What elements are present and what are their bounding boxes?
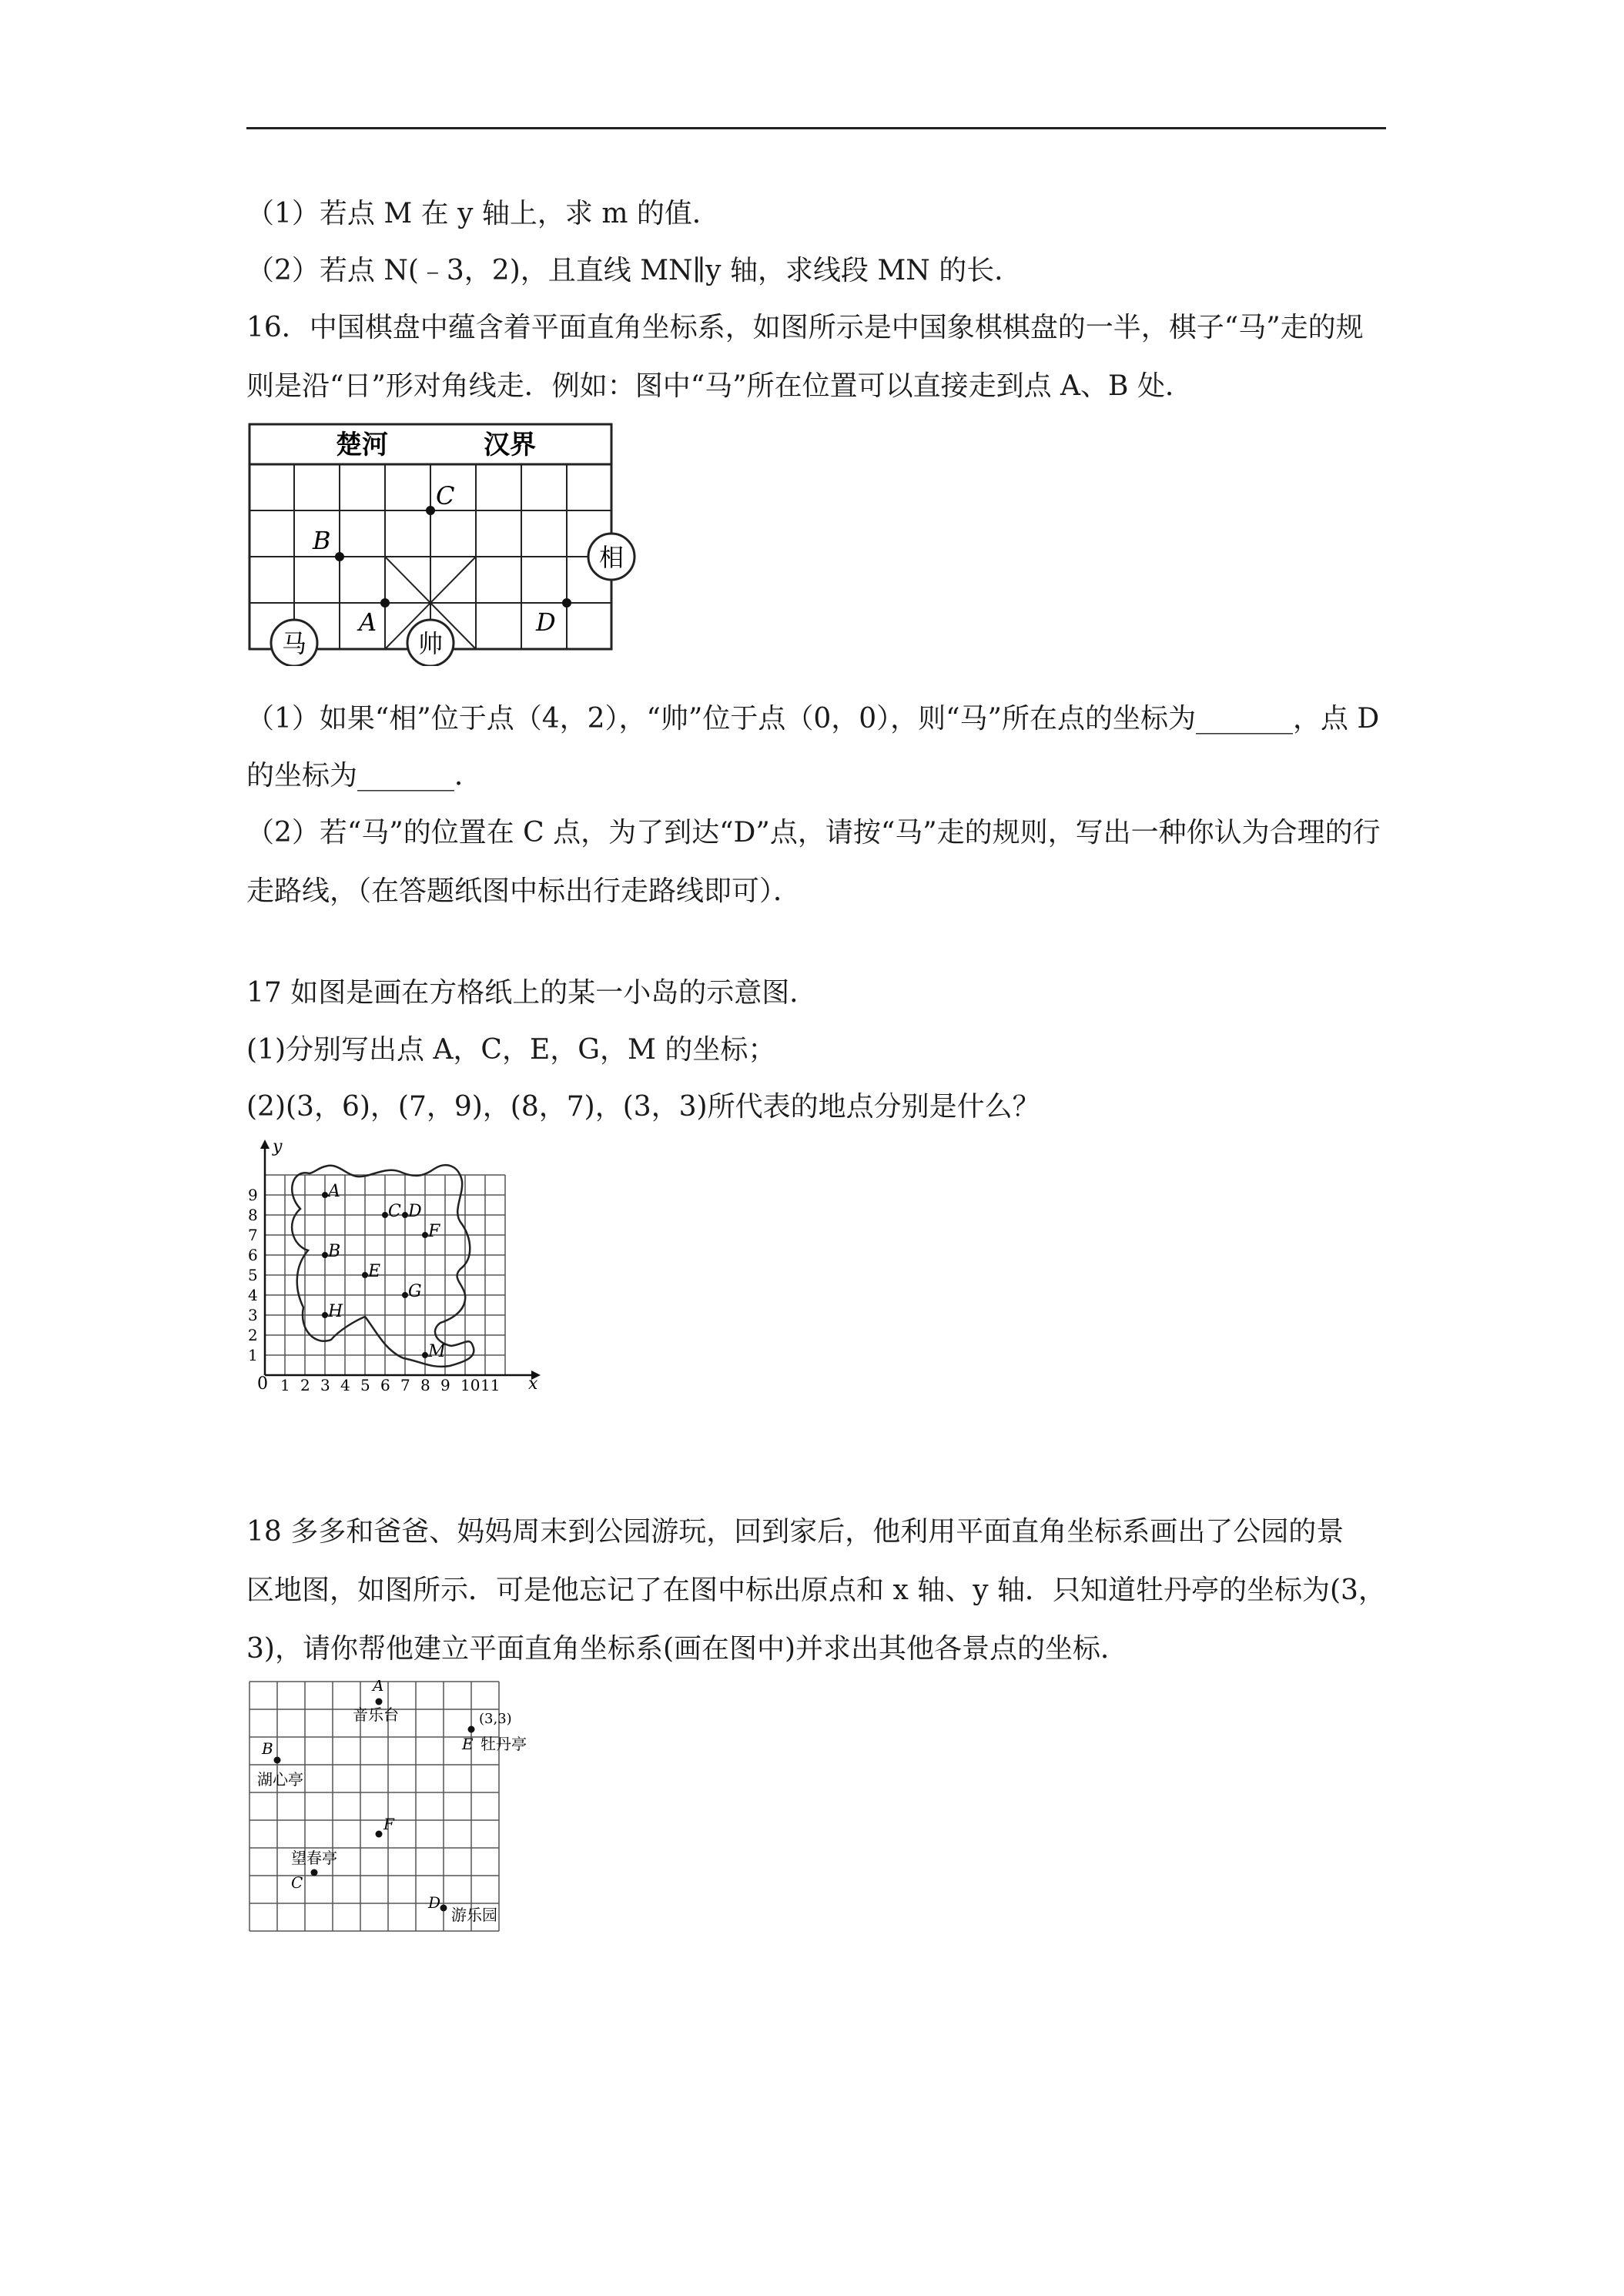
island-point-e [362,1272,368,1278]
x-tick-label: 6 [380,1376,390,1392]
river-right-label: 汉界 [484,430,536,460]
y-tick-label: 3 [248,1306,258,1324]
q18-stem-line2: 区地图，如图所示．可是他忘记了在图中标出原点和 x 轴、y 轴．只知道牡丹亭的坐标为(3， [246,1575,1386,1606]
y-tick-label: 5 [248,1266,258,1284]
point-a [380,598,390,607]
island-point-d [402,1212,408,1218]
point-d [562,598,571,607]
x-tick-label: 11 [481,1376,501,1392]
label-d: D [536,607,556,637]
q17-part2: (2)(3，6)，(7，9)，(8，7)，(3，3)所代表的地点分别是什么？ [246,1091,1040,1123]
island-point-c [382,1212,388,1218]
piece-shuai-label: 帅 [417,629,444,658]
island-point-label-f: F [428,1222,440,1241]
q18-stem-line1: 18 多多和爸爸、妈妈周末到公园游玩，回到家后，他利用平面直角坐标系画出了公园的景 [246,1516,1344,1548]
y-tick-label: 9 [248,1186,258,1204]
y-tick-label: 7 [248,1226,258,1244]
header-rule [246,127,1386,129]
x-tick-label: 4 [340,1376,350,1392]
q15-part1: （1）若点 M 在 y 轴上，求 m 的值． [246,198,720,229]
label-b: B [313,526,331,555]
island-point-label-a: A [328,1182,340,1201]
river-left-label: 楚河 [336,430,388,460]
island-point-label-d: D [408,1202,422,1221]
spot-c-name: 望春亭 [291,1849,337,1867]
spot-d-name: 游乐园 [451,1906,497,1924]
island-point-label-e: E [368,1262,381,1281]
spot-a-letter: A [373,1680,384,1695]
piece-ma-label: 马 [281,629,307,658]
chess-board-figure [245,420,661,666]
point-b [335,552,344,561]
q16-part1-line1: （1）如果“相”位于点（4，2），“帅”位于点（0，0），则“马”所在点的坐标为_______，点 D [246,703,1380,735]
y-tick-label: 8 [248,1206,258,1224]
spot-a-name: 音乐台 [353,1705,399,1724]
x-tick-label: 5 [360,1376,370,1392]
spot-a-dot [376,1699,383,1705]
y-tick-label: 1 [248,1346,258,1364]
island-point-a [322,1192,328,1198]
spot-e-name: 牡丹亭 [481,1735,527,1753]
park-map-figure [243,1680,582,1973]
y-axis-label: y [273,1138,283,1156]
island-point-g [402,1292,408,1298]
spot-e-letter: E [462,1735,474,1753]
spot-d-letter: D [428,1893,441,1912]
island-point-label-m: M [428,1342,446,1361]
island-point-f [422,1232,428,1238]
spot-d-dot [440,1905,447,1912]
y-tick-label: 4 [248,1286,258,1304]
q17-part1: (1)分别写出点 A，C，E，G，M 的坐标； [246,1034,776,1066]
spot-f-dot [376,1831,383,1838]
island-point-m [422,1352,428,1358]
island-point-label-h: H [328,1302,343,1321]
q16-part2-line2: 走路线，（在答题纸图中标出行走路线即可）． [246,875,802,907]
point-c [426,506,435,515]
x-tick-label: 9 [440,1376,450,1392]
q17-stem: 17 如图是画在方格纸上的某一小岛的示意图． [246,977,818,1009]
spot-b-name: 湖心亭 [257,1770,303,1789]
piece-xiang-label: 相 [598,543,624,572]
island-point-label-c: C [388,1202,401,1221]
island-point-label-b: B [328,1242,341,1261]
island-point-h [322,1312,328,1318]
x-tick-label: 10 [460,1376,481,1392]
coord-note: (3,3) [479,1711,512,1727]
x-tick-label: 3 [320,1376,330,1392]
island-grid-figure [239,1138,547,1392]
y-tick-label: 2 [248,1326,258,1344]
q18-stem-line3: 3)，请你帮他建立平面直角坐标系(画在图中)并求出其他各景点的坐标． [246,1633,1129,1665]
island-point-label-g: G [408,1282,422,1301]
island-point-b [322,1252,328,1258]
q16-stem-line1: 16．中国棋盘中蕴含着平面直角坐标系，如图所示是中国象棋棋盘的一半，棋子“马”走的规 [246,312,1364,343]
spot-b-dot [274,1757,281,1764]
spot-e-dot [468,1726,475,1733]
origin-label: 0 [257,1374,268,1392]
x-tick-label: 2 [300,1376,310,1392]
x-tick-label: 7 [400,1376,410,1392]
q16-stem-line2: 则是沿“日”形对角线走．例如：图中“马”所在位置可以直接走到点 A、B 处． [246,370,1193,402]
q16-part1-line2: 的坐标为_______． [246,760,483,792]
x-tick-label: 8 [420,1376,430,1392]
spot-c-letter: C [291,1873,303,1892]
y-tick-label: 6 [248,1246,258,1264]
x-tick-label: 1 [280,1376,290,1392]
spot-f-letter: F [383,1815,394,1833]
label-a: A [359,607,377,637]
spot-b-letter: B [262,1739,273,1758]
q16-part2-line1: （2）若“马”的位置在 C 点，为了到达“D”点，请按“马”走的规则，写出一种你认为合理的行 [246,817,1381,848]
spot-c-dot [311,1869,318,1876]
q15-part2: （2）若点 N(﹣3，2)，且直线 MN∥y 轴，求线段 MN 的长． [246,255,1023,286]
label-c: C [436,481,455,510]
x-axis-label: x [528,1374,538,1392]
